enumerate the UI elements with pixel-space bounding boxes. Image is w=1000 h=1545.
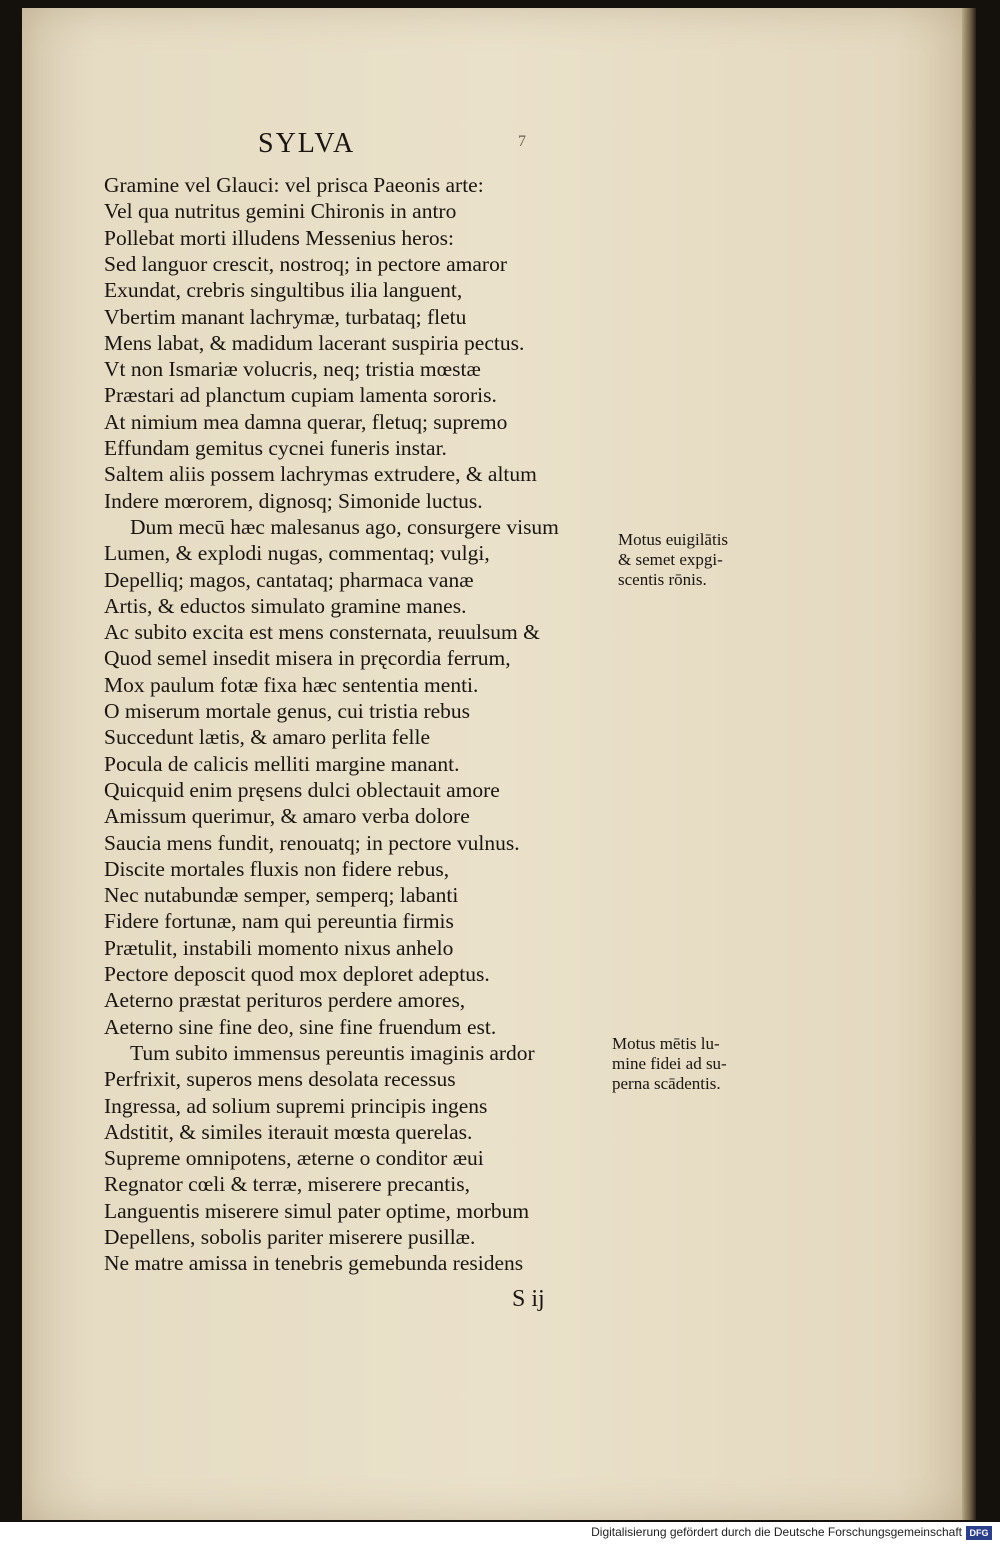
verse-line: Pocula de calicis melliti margine manant. bbox=[104, 751, 460, 776]
verse-line: Vbertim manant lachrymæ, turbataq; fletu bbox=[104, 304, 467, 329]
verse-line: Vel qua nutritus gemini Chironis in antro bbox=[104, 199, 457, 224]
margin-note-line: Motus mētis lu- bbox=[612, 1034, 720, 1053]
verse-line: Saltem aliis possem lachrymas extrudere, & altum bbox=[104, 462, 537, 487]
verse-line: Vt non Ismariæ volucris, neq; tristia mœstæ bbox=[104, 357, 481, 382]
verse-line: O miserum mortale genus, cui tristia rebus bbox=[104, 699, 471, 723]
verse-line: Ac subito excita est mens consternata, reuulsum & bbox=[104, 620, 540, 645]
verse-line: Adstitit, & similes iterauit mœsta querelas. bbox=[104, 1119, 473, 1144]
footer-bar bbox=[0, 1522, 1000, 1545]
verse-line: Fidere fortunæ, nam qui pereuntia firmis bbox=[104, 909, 454, 934]
verse-line: Artis, & eductos simulato gramine manes. bbox=[104, 593, 467, 618]
verse-line: Nec nutabundæ semper, semperq; labanti bbox=[104, 883, 459, 908]
verse-line: Supreme omnipotens, æterne o conditor æui bbox=[104, 1146, 484, 1171]
margin-note-line: Motus euigilātis bbox=[618, 530, 729, 549]
verse-line: Tum subito immensus pereuntis imaginis ardor bbox=[130, 1040, 535, 1065]
verse-line: Regnator cœli & terræ, miserere precantis, bbox=[104, 1172, 470, 1197]
verse-line: Lumen, & explodi nugas, commentaq; vulgi, bbox=[104, 541, 490, 566]
verse-line: Sed languor crescit, nostroq; in pectore amaror bbox=[104, 251, 507, 276]
verse-line: Aeterno sine fine deo, sine fine fruendum est. bbox=[104, 1014, 497, 1039]
verse-line: Pectore deposcit quod mox deploret adeptus. bbox=[104, 962, 490, 986]
margin-note-1 bbox=[618, 530, 728, 590]
verse-line: Succedunt lætis, & amaro perlita felle bbox=[104, 725, 430, 750]
header-mark: 7 bbox=[518, 133, 526, 150]
footer-credit: Digitalisierung gefördert durch die Deutsche Forschungsgemeinschaft bbox=[591, 1525, 962, 1539]
verse-line: Indere mœrorem, dignosq; Simonide luctus. bbox=[104, 488, 483, 513]
margin-note-line: perna scādentis. bbox=[612, 1074, 721, 1093]
signature-mark: S ij bbox=[512, 1286, 545, 1312]
verse-line: Dum mecū hæc malesanus ago, consurgere visum bbox=[130, 514, 559, 539]
margin-note-line: mine fidei ad su- bbox=[612, 1054, 727, 1073]
verse-line: Effundam gemitus cycnei funeris instar. bbox=[104, 436, 447, 460]
margin-note-line: & semet expgi- bbox=[618, 550, 723, 569]
verse-line: Ne matre amissa in tenebris gemebunda residens bbox=[104, 1251, 524, 1276]
verse-line: Præstari ad planctum cupiam lamenta sororis. bbox=[104, 383, 497, 408]
verse-line: Mens labat, & madidum lacerant suspiria pectus. bbox=[104, 330, 525, 355]
verse-line: Saucia mens fundit, renouatq; in pectore vulnus. bbox=[104, 830, 520, 855]
verse-line: Depelliq; magos, cantataq; pharmaca vanæ bbox=[104, 567, 474, 592]
verse-line: Discite mortales fluxis non fidere rebus, bbox=[104, 856, 450, 881]
verse-line: Depellens, sobolis pariter miserere pusillæ. bbox=[104, 1225, 476, 1249]
verse-line: Amissum querimur, & amaro verba dolore bbox=[104, 804, 470, 829]
verse-line: Aeterno præstat perituros perdere amores, bbox=[104, 988, 466, 1013]
margin-note-2 bbox=[612, 1034, 727, 1094]
verse-line: Exundat, crebris singultibus ilia languent, bbox=[104, 278, 463, 303]
verse-line: Mox paulum fotæ fixa hæc sententia menti. bbox=[104, 672, 479, 697]
page-edge bbox=[962, 8, 976, 1520]
dfg-logo: DFG bbox=[966, 1526, 992, 1540]
verse-line: Ingressa, ad solium supremi principis ingens bbox=[104, 1093, 488, 1118]
verse-line: Pollebat morti illudens Messenius heros: bbox=[104, 225, 454, 250]
verse-line: Prætulit, instabili momento nixus anhelo bbox=[104, 935, 454, 960]
verse-line: Perfrixit, superos mens desolata recessus bbox=[104, 1067, 456, 1092]
verse-line: Quod semel insedit misera in pręcordia ferrum, bbox=[104, 646, 511, 671]
verse-line: Quicquid enim pręsens dulci oblectauit amore bbox=[104, 777, 500, 802]
margin-note-line: scentis rōnis. bbox=[618, 570, 707, 589]
verse-line: Gramine vel Glauci: vel prisca Paeonis arte: bbox=[104, 173, 484, 197]
verse-line: At nimium mea damna querar, fletuq; supremo bbox=[104, 409, 508, 434]
verse-line: Languentis miserere simul pater optime, morbum bbox=[104, 1198, 530, 1223]
running-title: SYLVA bbox=[258, 128, 356, 159]
